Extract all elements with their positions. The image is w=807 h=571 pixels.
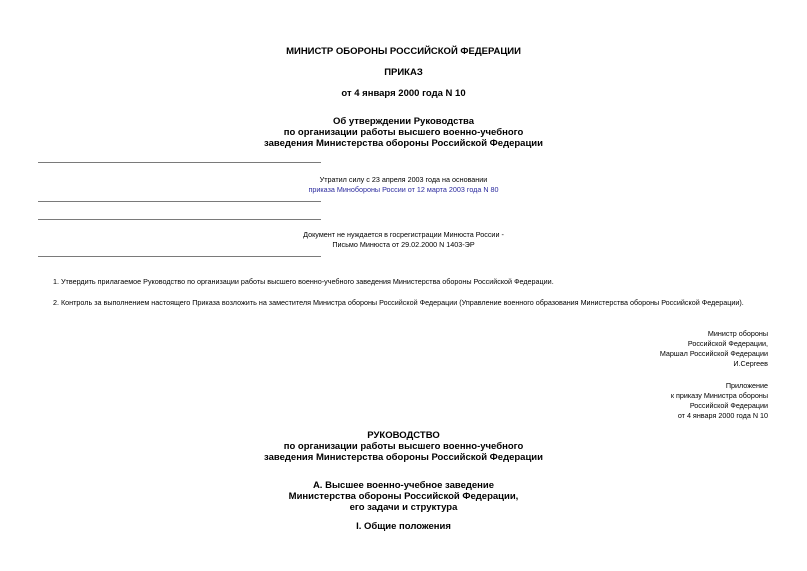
paragraph-2: 2. Контроль за выполнением настоящего Приказа возложить на заместителя Министра обороны Российской Федерации (Управление военного образования Министерства обороны Российской Федерации). xyxy=(53,298,744,307)
ministry-heading: МИНИСТР ОБОРОНЫ РОССИЙСКОЙ ФЕДЕРАЦИИ xyxy=(286,46,521,57)
signature-line: Российской Федерации, xyxy=(687,339,768,348)
divider xyxy=(38,219,321,220)
registration-note-line-1: Документ не нуждается в госрегистрации Минюста России - xyxy=(303,230,504,239)
doc-title-line-3: заведения Министерства обороны Российской Федерации xyxy=(264,138,543,149)
section-1-heading: I. Общие положения xyxy=(356,521,451,532)
appendix-line: Приложение xyxy=(725,381,768,390)
appendix-line: от 4 января 2000 года N 10 xyxy=(677,411,768,420)
divider xyxy=(38,256,321,257)
repeal-order-link[interactable]: приказа Минобороны России от 12 марта 2003 года N 80 xyxy=(308,185,499,194)
guide-subtitle-line-1: по организации работы высшего военно-учебного xyxy=(283,441,524,452)
signature-block xyxy=(660,329,768,369)
section-a-heading-line-1: А. Высшее военно-учебное заведение xyxy=(312,480,495,491)
doc-type-heading: ПРИКАЗ xyxy=(384,67,423,78)
doc-title-line-2: по организации работы высшего военно-учебного xyxy=(283,127,524,138)
guide-heading: РУКОВОДСТВО xyxy=(367,430,440,441)
signature-line: Министр обороны xyxy=(707,329,768,338)
signature-line: Маршал Российской Федерации xyxy=(659,349,768,358)
paragraph-1: 1. Утвердить прилагаемое Руководство по организации работы высшего военно-учебного заведения Министерства обороны Российской Федерации. xyxy=(53,277,554,286)
guide-subtitle-line-2: заведения Министерства обороны Российской Федерации xyxy=(264,452,543,463)
status-note: Утратил силу с 23 апреля 2003 года на основании xyxy=(319,175,488,184)
registration-note-line-2: Письмо Минюста от 29.02.2000 N 1403-ЭР xyxy=(332,240,475,249)
appendix-line: Российской Федерации xyxy=(689,401,768,410)
divider xyxy=(38,162,321,163)
section-a-heading-line-2: Министерства обороны Российской Федерации, xyxy=(288,491,519,502)
signature-name: И.Сергеев xyxy=(733,359,768,368)
appendix-line: к приказу Министра обороны xyxy=(670,391,768,400)
doc-title-line-1: Об утверждении Руководства xyxy=(332,116,474,127)
appendix-block xyxy=(671,381,768,421)
section-a-heading-line-3: его задачи и структура xyxy=(349,502,458,513)
divider xyxy=(38,201,321,202)
doc-date-number: от 4 января 2000 года N 10 xyxy=(341,88,466,99)
